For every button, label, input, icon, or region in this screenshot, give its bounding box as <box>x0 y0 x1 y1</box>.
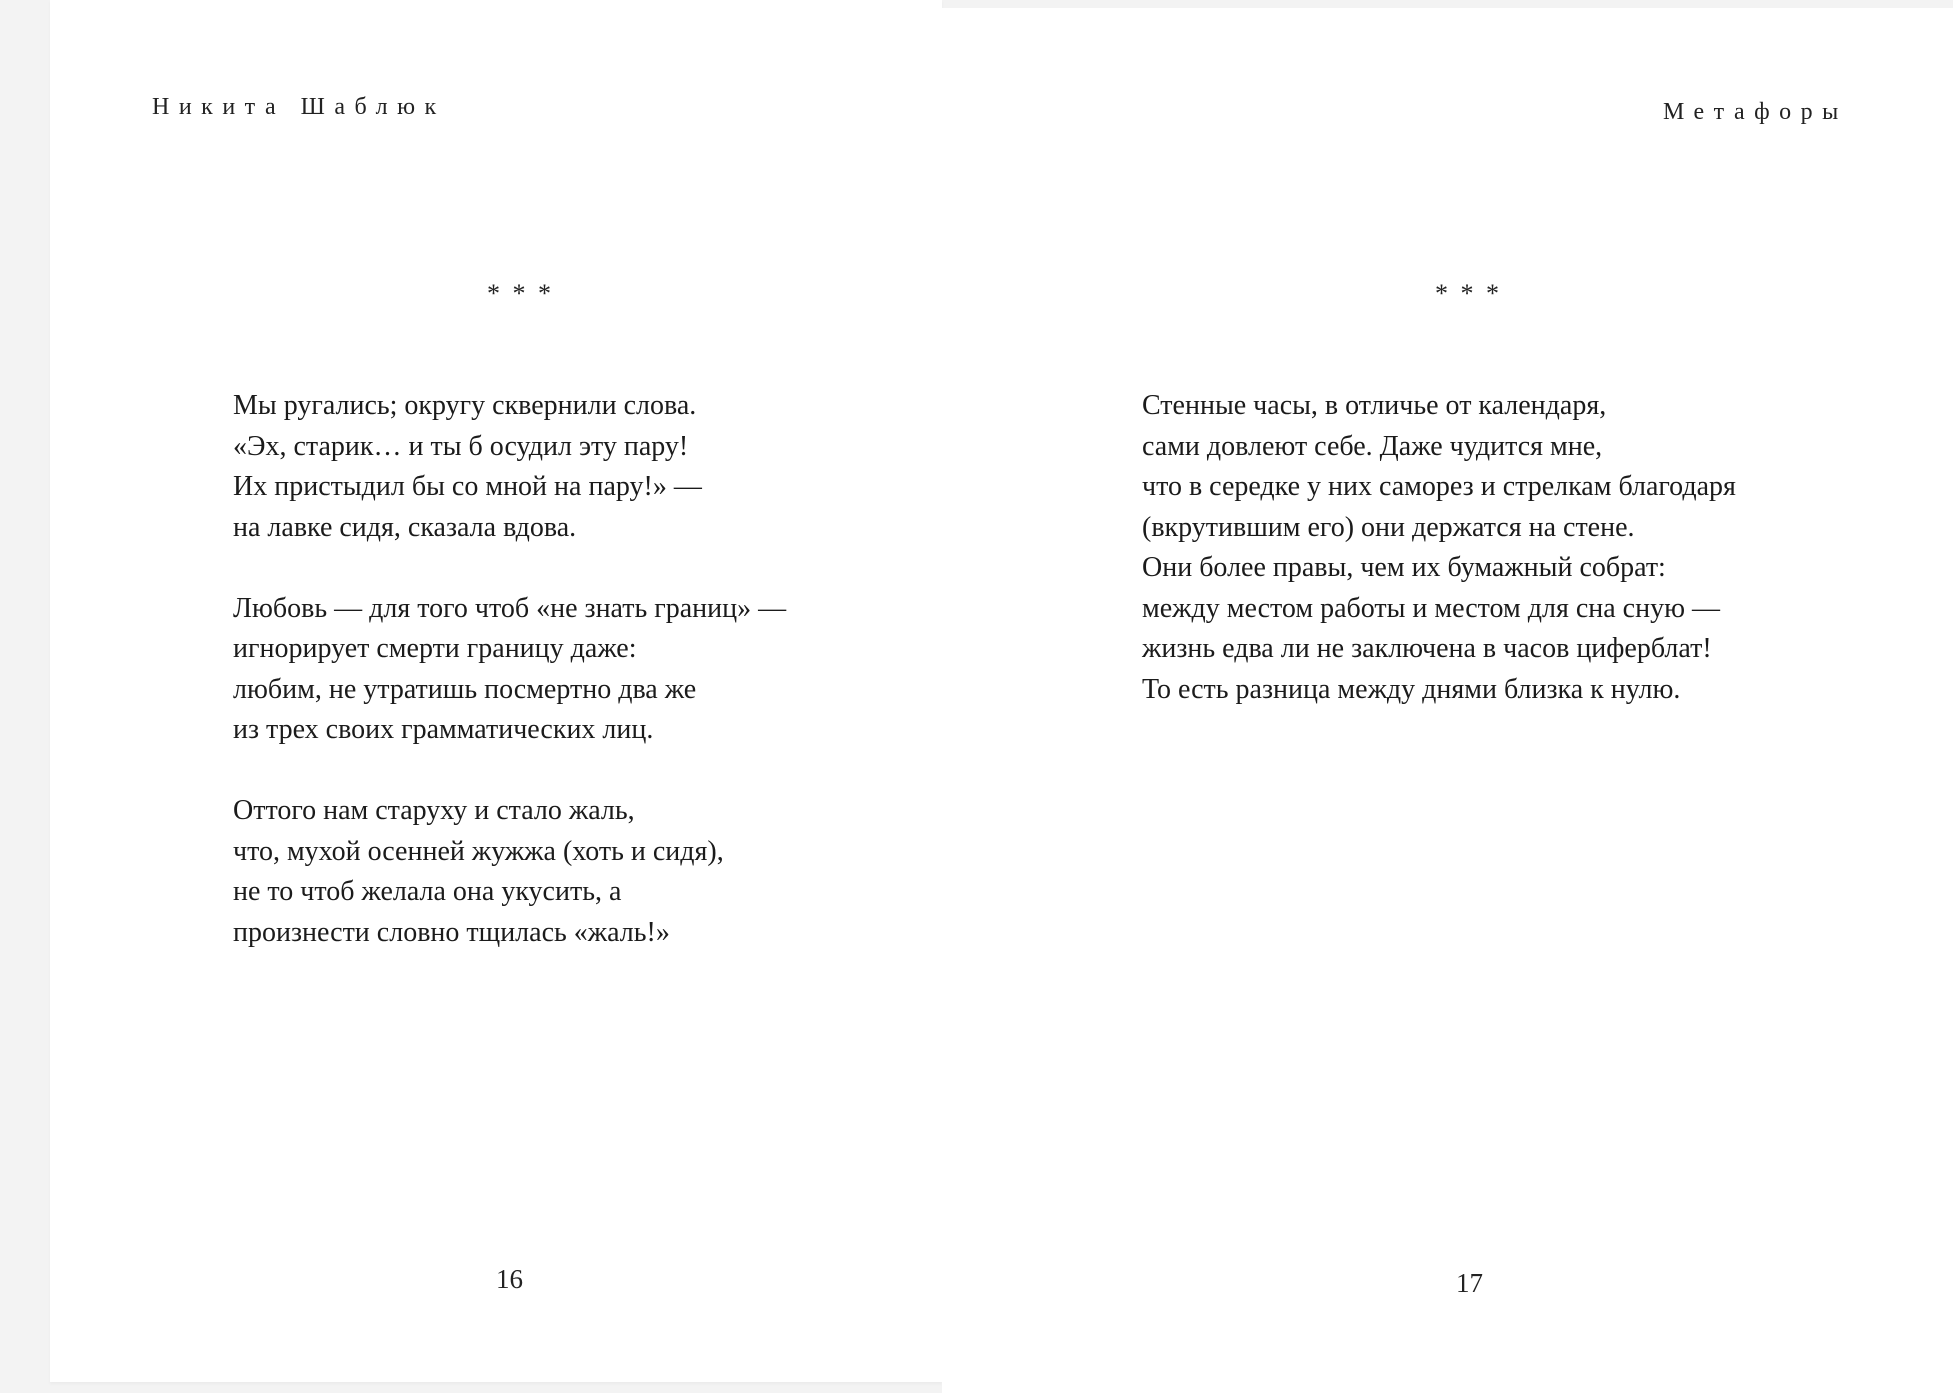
poem-line: из трех своих грамматических лиц. <box>233 714 654 745</box>
poem-line: (вкрутившим его) они держатся на стене. <box>1142 511 1635 543</box>
page-number: 16 <box>496 1264 523 1294</box>
poem-line: на лавке сидя, сказала вдова. <box>233 511 577 543</box>
poem-line: Любовь — для того чтоб «не знать границ» — <box>233 592 787 624</box>
poem-line: То есть разница между днями близка к нулю. <box>1142 673 1681 705</box>
poem-line: «Эх, старик… и ты б осудил эту пару! <box>233 430 689 462</box>
poem-line: между местом работы и местом для сна сную — <box>1142 592 1720 624</box>
poem-line: жизнь едва ли не заключена в часов циферблат! <box>1142 633 1712 664</box>
poem-line: Они более правы, чем их бумажный собрат: <box>1142 552 1666 583</box>
poem-line: игнорирует смерти границу даже: <box>233 633 637 664</box>
poem-line: что в середке у них саморез и стрелкам благодаря <box>1142 471 1736 502</box>
poem-line: произнести словно тщилась «жаль!» <box>233 916 670 948</box>
poem-line: Оттого нам старуху и стало жаль, <box>233 795 635 826</box>
running-head-title: Метафоры <box>1663 99 1848 125</box>
stanza <box>233 386 786 548</box>
poem-line: не то чтоб желала она укусить, а <box>233 876 622 907</box>
poem-line: Стенные часы, в отличье от календаря, <box>1142 390 1607 421</box>
poem-line: сами довлеют себе. Даже чудится мне, <box>1142 430 1603 462</box>
poem-line: Их пристыдил бы со мной на пару!» — <box>233 471 702 502</box>
poem <box>233 386 786 953</box>
left-page <box>50 0 942 1382</box>
stanza <box>233 791 786 953</box>
stanza <box>1142 386 1736 710</box>
page-number: 17 <box>1456 1268 1483 1298</box>
poem-line: что, мухой осенней жужжа (хоть и сидя), <box>233 835 724 867</box>
poem-line: любим, не утратишь посмертно два же <box>233 673 697 705</box>
poem <box>1142 386 1736 710</box>
section-ornament: * * * <box>1435 279 1502 308</box>
section-ornament: * * * <box>487 279 554 308</box>
poem-line: Мы ругались; округу сквернили слова. <box>233 390 697 421</box>
stanza <box>233 589 786 751</box>
running-head-author: Никита Шаблюк <box>152 94 446 120</box>
right-page <box>942 8 1953 1393</box>
